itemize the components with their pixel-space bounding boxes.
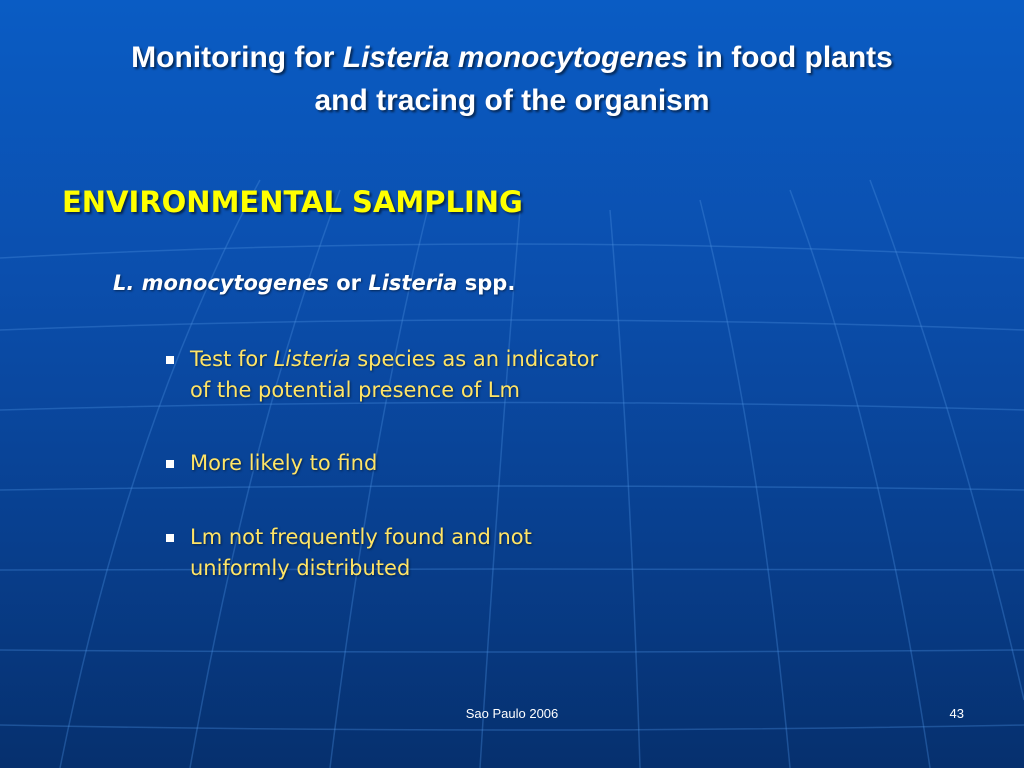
title-line1-post: in food plants bbox=[687, 41, 893, 74]
bullet-text-pre: Test for bbox=[190, 347, 274, 371]
slide-title bbox=[40, 36, 984, 122]
subheading-genus: Listeria bbox=[368, 271, 458, 295]
subheading-or: or bbox=[328, 271, 369, 295]
bullet-text-italic: Listeria bbox=[273, 347, 351, 371]
page-number: 43 bbox=[949, 706, 964, 721]
title-line1-text: Monitoring for bbox=[131, 41, 343, 74]
title-italic-species: Listeria monocytogenes bbox=[342, 41, 688, 74]
bullet-list bbox=[164, 344, 624, 584]
list-item bbox=[164, 522, 624, 584]
list-item bbox=[164, 448, 624, 479]
footer-text: Sao Paulo 2006 bbox=[465, 706, 559, 721]
list-item bbox=[164, 344, 624, 406]
bullet-text-post: species as an indicator of the potential presence of Lm bbox=[190, 347, 599, 402]
subheading-spp: spp. bbox=[457, 271, 516, 295]
square-bullet-icon bbox=[166, 460, 174, 468]
subheading-species: L. monocytogenes bbox=[113, 271, 329, 295]
bullet-text: Lm not frequently found and not uniformly distributed bbox=[190, 525, 532, 580]
square-bullet-icon bbox=[166, 356, 174, 364]
title-line2: and tracing of the organism bbox=[314, 84, 710, 117]
square-bullet-icon bbox=[166, 534, 174, 542]
subheading bbox=[113, 271, 515, 295]
bullet-text: More likely to find bbox=[190, 451, 378, 475]
section-heading: ENVIRONMENTAL SAMPLING bbox=[62, 185, 523, 219]
